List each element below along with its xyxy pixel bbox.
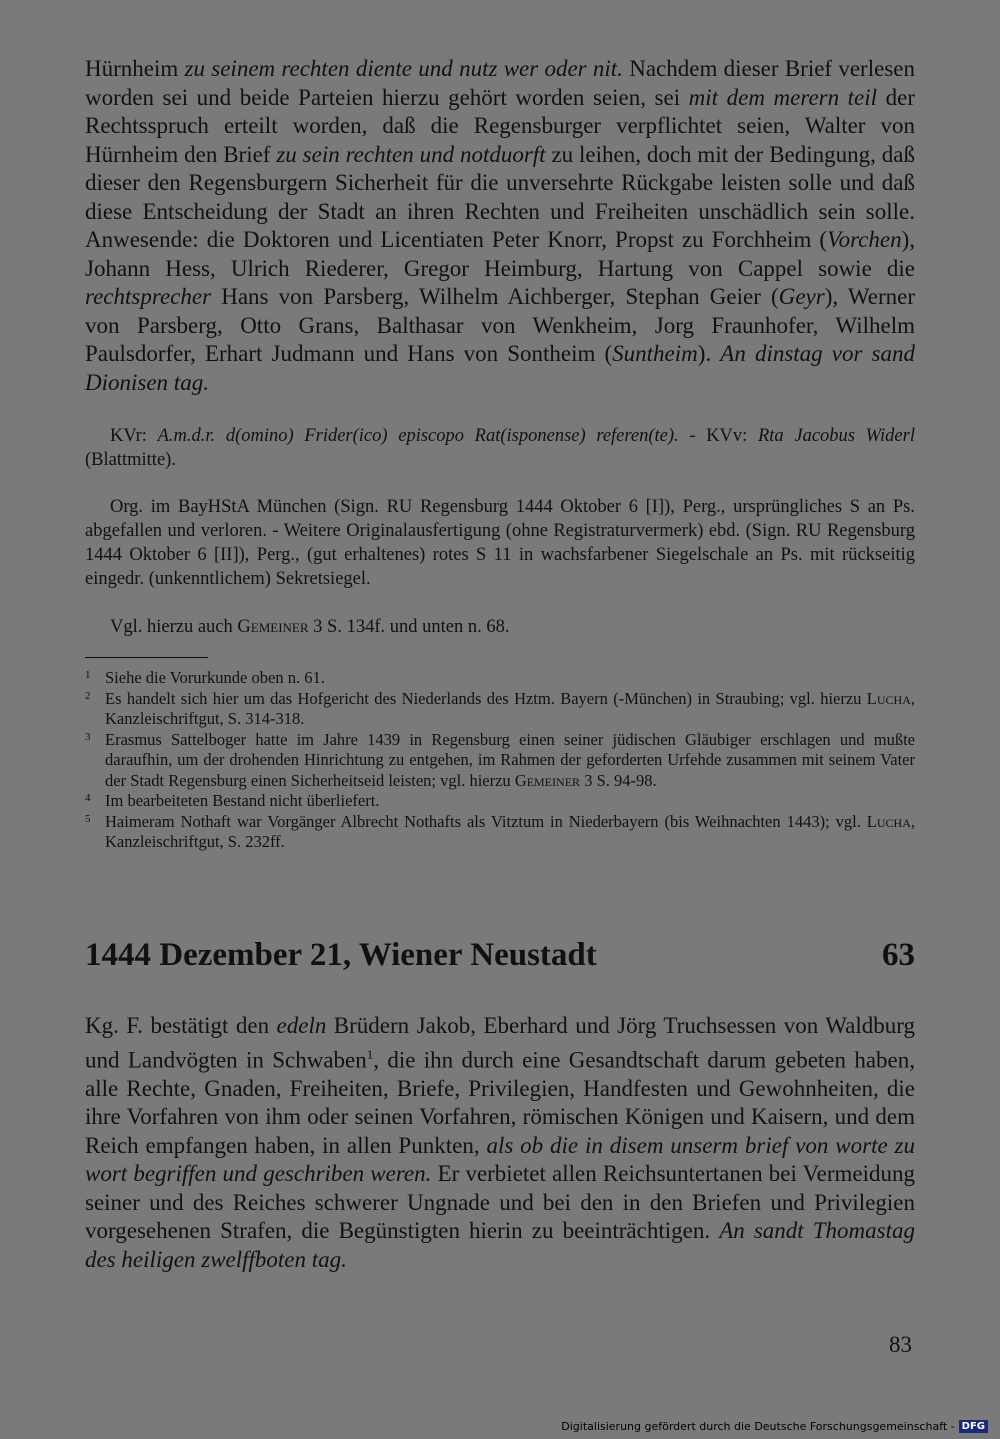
text-italic: Suntheim: [612, 341, 698, 366]
text: , Kanzleischriftgut, S. 314-318.: [105, 688, 915, 728]
text-italic: Geyr: [778, 284, 825, 309]
footnote-text: [105, 730, 915, 792]
text: Nachdem dieser Brief verlesen worden sei und beide Parteien hierzu gehört worden seien, sei: [85, 56, 915, 110]
text: Hürnheim: [85, 56, 185, 81]
text: Erasmus Sattelboger hatte im Jahre 1439 in Regensburg einen seiner jüdischen Gläubiger erschlagen und mußte daraufhin, um der drohenden Hinrichtung zu entgehen, im Rahmen der geforderten Urfehde zusammen mit seinem Vater der Stadt Regensburg einen Sicherheitseid leisten; vgl. hierzu: [105, 729, 915, 790]
digitization-credit: [561, 1420, 988, 1433]
footnote-text: Im bearbeiteten Bestand nicht überliefert.: [105, 791, 380, 810]
text: Brüdern Jakob, Eberhard und Jörg Truchsessen von Waldburg und Landvögten in Schwaben: [85, 1013, 916, 1073]
kv-note: [85, 424, 915, 472]
text: Es handelt sich hier um das Hofgericht des Niederlands des Hztm. Bayern (-München) in Straubing; vgl. hierzu: [105, 688, 867, 708]
footnote-text: Siehe die Vorurkunde oben n. 61.: [105, 668, 325, 687]
text-italic: An sandt Thomastag des heiligen zwelffboten tag.: [85, 1218, 916, 1272]
footnote: [85, 730, 915, 792]
entry-body: [85, 1012, 915, 1274]
text: KVr:: [110, 426, 158, 446]
text: - KVv:: [678, 426, 758, 446]
text: zu leihen, doch mit der Bedingung, daß dieser den Regensburgern Sicherheit für die unversehrte Rückgabe leisten solle und daß diese Entscheidung der Stadt an ihren Rechten und Freiheiten unschädlich sein solle. Anwesende: die Doktoren und Licentiaten Peter Knorr, Propst zu Forchheim (: [85, 141, 915, 252]
footnote-reference: 1: [366, 1046, 374, 1062]
entry-date-place: 1444 Dezember 21, Wiener Neustadt: [85, 937, 597, 973]
text: ), Werner von Parsberg, Otto Grans, Balthasar von Wenkheim, Jorg Fraunhofer, Wilhelm Paulsdorfer, Erhart Judmann und Hans von Sontheim (: [85, 284, 915, 366]
text: ).: [697, 341, 721, 366]
footnote-mark: 2: [85, 689, 91, 702]
footnote: [85, 791, 915, 812]
author-smallcaps: Lucha: [866, 811, 911, 831]
footnote: [85, 668, 915, 689]
text: Vgl. hierzu auch: [110, 617, 238, 637]
text-italic: Vorchen: [827, 227, 902, 252]
author-smallcaps: Gemeiner: [514, 770, 581, 790]
text: Kg. F. bestätigt den: [85, 1013, 277, 1038]
entry-paragraph: [85, 1012, 915, 1274]
text: Hans von Parsberg, Wilhelm Aichberger, Stephan Geier (: [211, 284, 779, 309]
footnote-mark: 3: [85, 730, 91, 743]
text: , die ihn durch eine Gesandtschaft darum gebeten haben, alle Rechte, Gnaden, Freiheiten, Briefe, Privilegien, Handfesten und Gewohnheiten, die ihre Vorfahren von ihm oder seinen Vorfahren, römischen Königen und Kaisern, und dem Reich empfangen haben, in allen Punkten,: [85, 1047, 915, 1158]
text-italic: edeln: [276, 1013, 327, 1038]
text: (Blattmitte).: [85, 450, 176, 470]
text: ), Johann Hess, Ulrich Riederer, Gregor Heimburg, Hartung von Cappel sowie die: [85, 227, 915, 281]
text: der Rechtsspruch erteilt worden, daß die Regensburger verpflichtet seien, Walter von Hürnheim den Brief: [85, 84, 916, 167]
text-italic: als ob die in disem unserm brief von worte zu wort begriffen und geschriben weren.: [85, 1132, 915, 1187]
entry-number: 63: [882, 937, 915, 973]
text: 3 S. 94-98.: [580, 770, 657, 790]
source-note: Org. im BayHStA München (Sign. RU Regensburg 1444 Oktober 6 [I]), Perg., ursprüngliches S an Ps. abgefallen und verloren. - Weitere Originalausfertigung (ohne Registraturvermerk) ebd. (Sign. RU Regensburg 1444 Oktober 6 [II]), Perg., (gut erhaltenes) rotes S 11 in wachsfarbener Siegelschale an Ps. mit rückseitig eingedr. (unkenntlichem) Sekretsiegel.: [85, 497, 915, 589]
reference-note: [85, 615, 915, 639]
footnote-mark: 5: [85, 812, 91, 825]
footnote-mark: 1: [85, 669, 91, 681]
author-smallcaps: Gemeiner: [237, 617, 309, 637]
text-italic: zu sein rechten und notduorft: [276, 141, 546, 167]
page-number: 83: [889, 1332, 912, 1357]
footnote-mark: 4: [85, 792, 91, 804]
footnote-text: [105, 812, 915, 853]
entry-heading: [85, 937, 915, 974]
text-italic: mit dem merern teil: [688, 84, 878, 110]
text-italic: zu seinem rechten diente und nutz wer oder nit.: [184, 56, 623, 81]
text: , Kanzleischriftgut, S. 232ff.: [105, 811, 915, 851]
author-smallcaps: Lucha: [866, 688, 911, 708]
text-italic: rechtsprecher: [85, 284, 212, 309]
text: Haimeram Nothaft war Vorgänger Albrecht Nothafts als Vitztum in Niederbayern (bis Weihnachten 1443); vgl.: [105, 811, 867, 831]
text: Er verbietet allen Reichsuntertanen bei Vermeidung seiner und des Reiches schwerer Ungnade und bei den in den Briefen und Privilegien vorgesehenen Strafen, die Begünstigten hierin zu beeinträchtigen.: [85, 1161, 916, 1244]
text-italic: An dinstag vor sand Dionisen tag.: [85, 341, 915, 395]
text: 3 S. 134f. und unten n. 68.: [308, 617, 510, 637]
page-content: [85, 55, 915, 853]
footnote-divider: [85, 657, 208, 658]
dfg-logo: DFG: [959, 1420, 988, 1433]
footnote-text: [105, 689, 915, 730]
footnote: [85, 812, 915, 853]
credit-text: Digitalisierung gefördert durch die Deutsche Forschungsgemeinschaft -: [561, 1420, 955, 1433]
footnote: [85, 689, 915, 730]
text-italic: Rta Jacobus Widerl: [757, 426, 915, 446]
text-italic: A.m.d.r. d(omino) Frider(ico) episcopo Rat(isponense) referen(te).: [157, 426, 679, 446]
paragraph-main: [85, 55, 915, 397]
